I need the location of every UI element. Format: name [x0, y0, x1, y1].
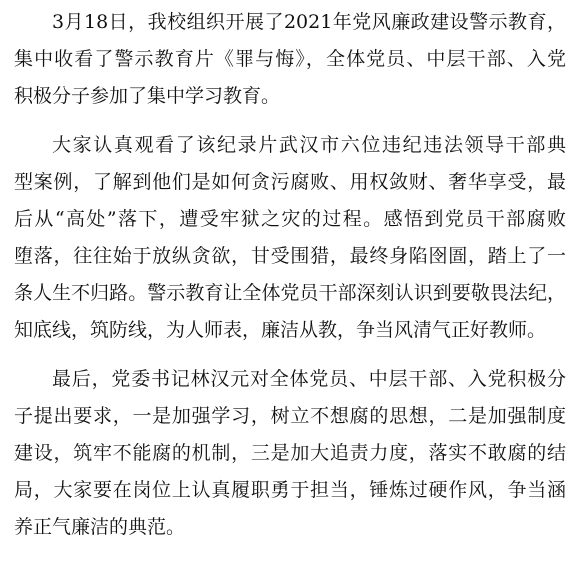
- paragraph-3-line-1: 最后，党委书记林汉元对全体党员、中层干部、入党积极分: [52, 368, 566, 390]
- paragraph-1-line-3: 积极分子参加了集中学习教育。: [14, 85, 281, 107]
- paragraph-2-line-6: 知底线，筑防线，为人师表，廉洁从教，争当风清气正好教师。: [14, 319, 547, 341]
- paragraph-3-line-4: 局，大家要在岗位上认真履职勇于担当，锤炼过硬作风，争当涵: [14, 479, 566, 501]
- paragraph-2-line-3: 后从“高处”落下，遭受牢狱之灾的过程。感悟到党员干部腐败: [14, 208, 566, 230]
- paragraph-2-line-1: 大家认真观看了该纪录片武汉市六位违纪违法领导干部典: [52, 134, 566, 156]
- paragraph-2-line-2: 型案例，了解到他们是如何贪污腐败、用权敛财、奢华享受，最: [14, 171, 566, 193]
- paragraph-1-line-1: 3月18日，我校组织开展了2021年党风廉政建设警示教育，: [52, 11, 566, 33]
- paragraph-2-line-4: 堕落，往往始于放纵贪欲，甘受围猎，最终身陷囹圄，踏上了一: [14, 245, 566, 267]
- paragraph-3-line-3: 建设，筑牢不能腐的机制，三是加大追责力度，落实不敢腐的结: [14, 442, 566, 464]
- paragraph-3-line-2: 子提出要求，一是加强学习，树立不想腐的思想，二是加强制度: [14, 405, 566, 427]
- paragraph-3-line-5: 养正气廉洁的典范。: [14, 516, 186, 538]
- paragraph-1-line-2: 集中收看了警示教育片《罪与悔》，全体党员、中层干部、入党: [14, 48, 566, 70]
- paragraph-2-line-5: 条人生不归路。警示教育让全体党员干部深刻认识到要敬畏法纪，: [14, 282, 566, 304]
